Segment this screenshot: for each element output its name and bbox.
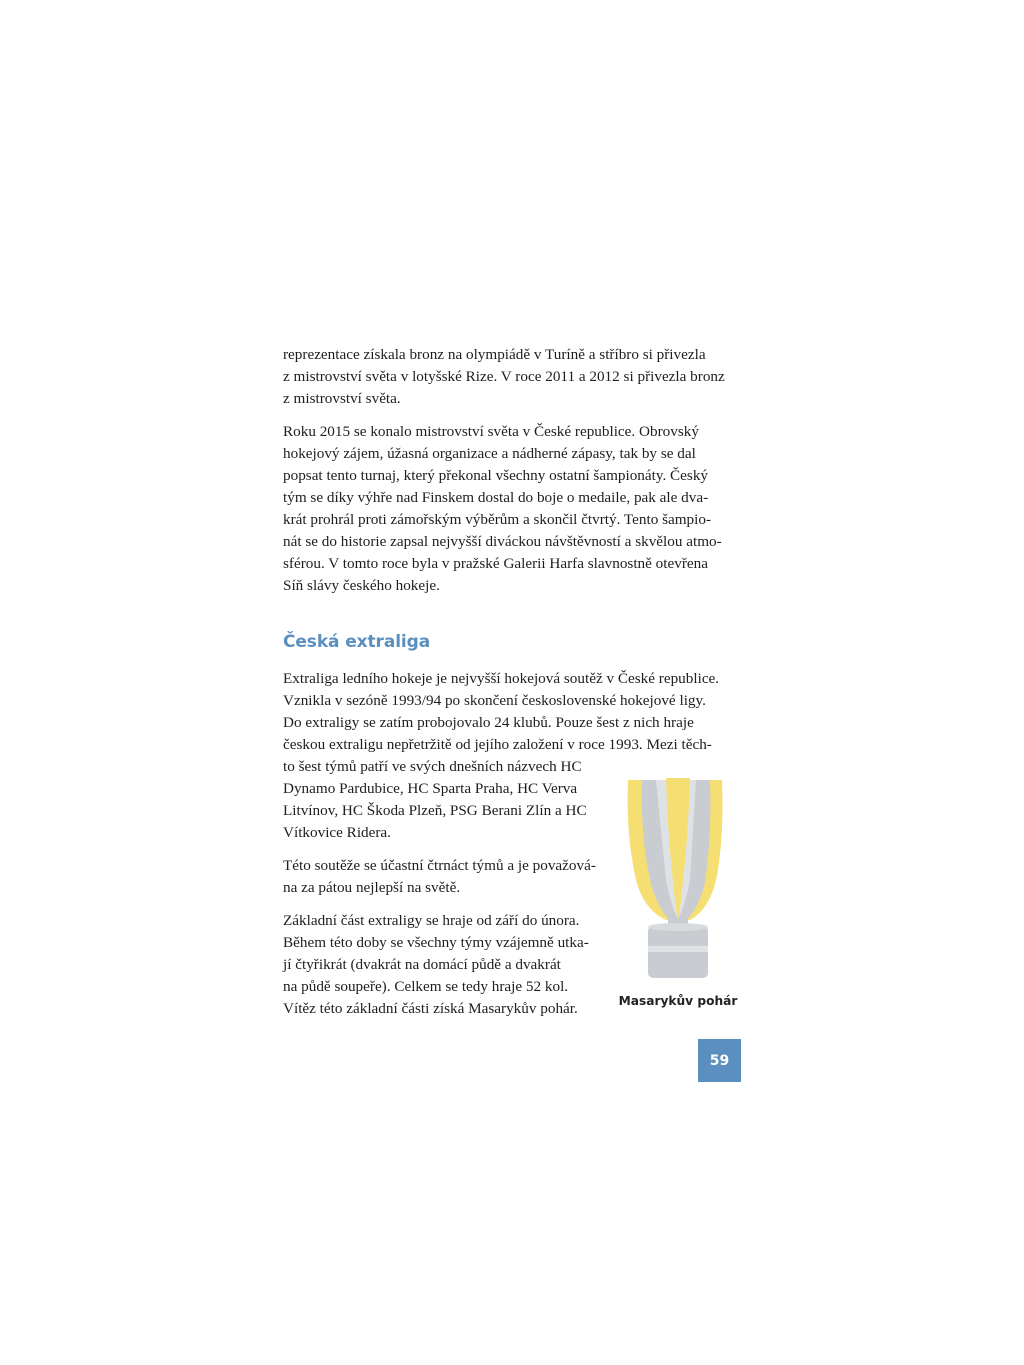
text-line: sférou. V tomto roce byla v pražské Galerii Harfa slavnostně otevřena — [283, 555, 708, 572]
text-line: Dynamo Pardubice, HC Sparta Praha, HC Verva — [283, 780, 578, 797]
text-line: Vítkovice Ridera. — [283, 824, 391, 841]
figure-caption: Masarykův pohár — [618, 994, 738, 1008]
text-line: Síň slávy českého hokeje. — [283, 577, 440, 594]
text-line: popsat tento turnaj, který překonal všechny ostatní šampionáty. Český — [283, 467, 709, 484]
trophy-base-top — [648, 923, 708, 931]
trophy-figure — [618, 770, 738, 985]
text-line: hokejový zájem, úžasná organizace a nádherné zápasy, tak by se dal — [283, 445, 696, 462]
text-line: Této soutěže se účastní čtrnáct týmů a je považová- — [283, 857, 596, 874]
paragraph-world-championship-2015 — [283, 421, 722, 597]
text-line: na půdě soupeře). Celkem se tedy hraje 52 kol. — [283, 978, 569, 995]
text-line: z mistrovství světa v lotyšské Rize. V roce 2011 a 2012 si přivezla bronz — [283, 368, 725, 385]
text-line: Vznikla v sezóně 1993/94 po skončení československé hokejové ligy. — [283, 692, 706, 709]
text-line: Do extraligy se zatím probojovalo 24 klubů. Pouze šest z nich hraje — [283, 714, 694, 731]
text-line: na za pátou nejlepší na světě. — [283, 879, 461, 896]
text-line: Extraliga ledního hokeje je nejvyšší hokejová soutěž v České republice. — [283, 670, 720, 687]
paragraph-olympic-results — [283, 344, 725, 410]
text-line: nát se do historie zapsal nejvyšší diváckou návštěvností a skvělou atmo- — [283, 533, 722, 550]
text-line: Roku 2015 se konalo mistrovství světa v České republice. Obrovský — [283, 423, 699, 440]
text-line: Litvínov, HC Škoda Plzeň, PSG Berani Zlín a HC — [283, 802, 587, 819]
text-line: Během této doby se všechny týmy vzájemně utka- — [283, 934, 589, 951]
text-line: českou extraligu nepřetržitě od jejího založení v roce 1993. Mezi těch- — [283, 736, 712, 753]
trophy-icon — [618, 770, 738, 985]
page-number: 59 — [698, 1039, 741, 1082]
text-line: krát prohrál proti zámořským výběrům a skončil čtvrtý. Tento šampio- — [283, 511, 712, 528]
text-line: jí čtyřikrát (dvakrát na domácí půdě a dvakrát — [283, 956, 561, 973]
paragraph-regular-season — [283, 910, 589, 1020]
paragraph-league-ranking — [283, 855, 596, 899]
text-line: Základní část extraligy se hraje od září do února. — [283, 912, 580, 929]
text-line: z mistrovství světa. — [283, 390, 401, 407]
text-line: tým se díky výhře nad Finskem dostal do boje o medaile, pak ale dva- — [283, 489, 709, 506]
text-line: Vítěz této základní části získá Masarykův pohár. — [283, 1000, 578, 1017]
section-heading: Česká extraliga — [283, 632, 431, 652]
text-line: reprezentace získala bronz na olympiádě v Turíně a stříbro si přivezla — [283, 346, 706, 363]
text-line: to šest týmů patří ve svých dnešních názvech HC — [283, 758, 582, 775]
trophy-base-band — [648, 946, 708, 952]
